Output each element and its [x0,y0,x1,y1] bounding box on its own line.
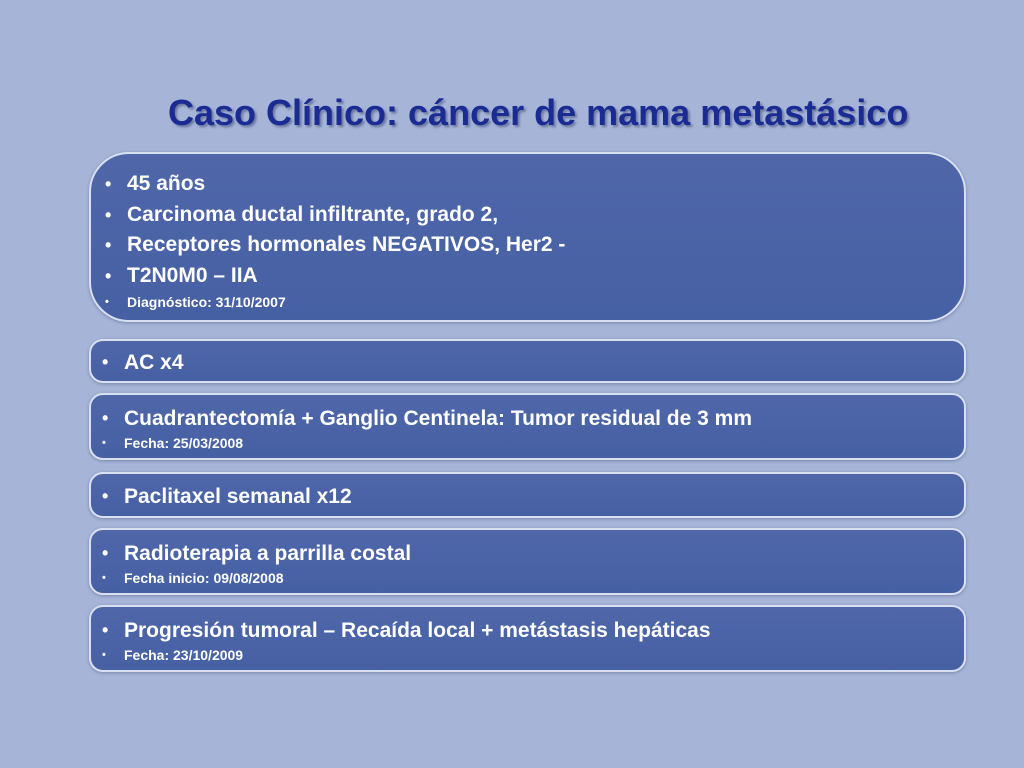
patient-summary-box [89,152,966,322]
slide-title: Caso Clínico: cáncer de mama metastásico [168,92,909,133]
chemotherapy-ac-list [102,348,964,377]
chemotherapy-ac-box [89,339,966,383]
surgery-list [102,404,964,453]
paclitaxel-box [89,472,966,518]
radiotherapy-start-date: • Fecha inicio: 09/08/2008 [102,568,964,588]
chemotherapy-ac-label: • AC x4 [102,348,964,377]
radiotherapy-box [89,528,966,595]
progression-list [102,616,964,665]
receptor-status: • Receptores hormonales NEGATIVOS, Her2 - [105,230,964,261]
surgery-label: • Cuadrantectomía + Ganglio Centinela: Tumor residual de 3 mm [102,404,964,433]
paclitaxel-list [102,482,964,511]
progression-label: • Progresión tumoral – Recaída local + metástasis hepáticas [102,616,964,645]
radiotherapy-list [102,539,964,588]
tumor-histology: • Carcinoma ductal infiltrante, grado 2, [105,200,964,231]
paclitaxel-label: • Paclitaxel semanal x12 [102,482,964,511]
progression-date: • Fecha: 23/10/2009 [102,645,964,665]
diagnosis-date: • Diagnóstico: 31/10/2007 [105,291,964,314]
tnm-stage: • T2N0M0 – IIA [105,261,964,292]
progression-box [89,605,966,672]
radiotherapy-label: • Radioterapia a parrilla costal [102,539,964,568]
patient-age: • 45 años [105,169,964,200]
surgery-date: • Fecha: 25/03/2008 [102,433,964,453]
surgery-box [89,393,966,460]
patient-summary-list [105,169,964,314]
